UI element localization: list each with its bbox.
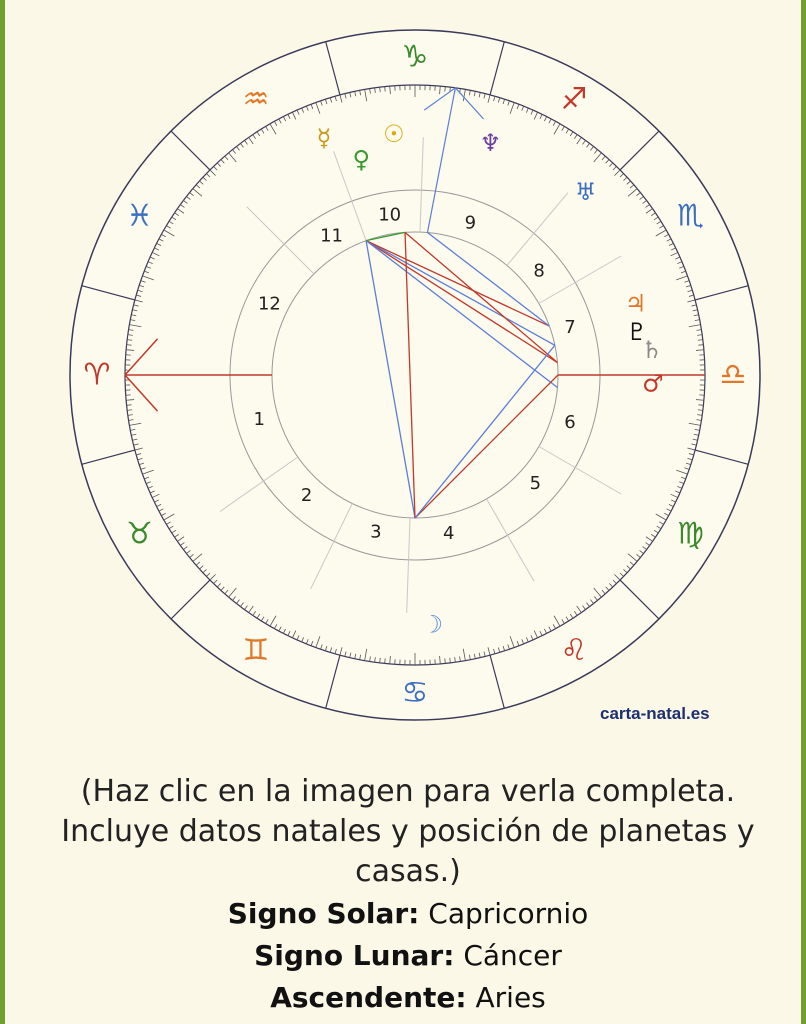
degree-tick xyxy=(385,658,386,663)
jupiter-planet-icon: ♃ xyxy=(624,289,647,318)
sun-sign-value: Capricornio xyxy=(419,897,589,930)
degree-tick xyxy=(385,87,386,92)
aquarius-sign-icon: ♒ xyxy=(242,82,270,118)
uranus-planet-icon: ♅ xyxy=(574,178,597,207)
capricorn-sign-icon: ♑ xyxy=(401,39,429,75)
degree-tick xyxy=(445,658,446,663)
house-number-4: 4 xyxy=(442,522,455,544)
ascendant-row xyxy=(5,981,806,1014)
house-number-11: 11 xyxy=(320,225,344,247)
mars-planet-icon: ♂ xyxy=(642,369,664,398)
sun-planet-icon: ☉ xyxy=(383,119,405,148)
virgo-sign-icon: ♍ xyxy=(676,516,704,552)
house-number-7: 7 xyxy=(564,317,576,339)
moon-sign-value: Cáncer xyxy=(454,939,562,972)
degree-tick xyxy=(127,405,132,406)
house-number-8: 8 xyxy=(533,260,545,282)
pluto-planet-icon: ♇ xyxy=(626,317,648,346)
house-number-1: 1 xyxy=(253,409,266,431)
aries-sign-icon: ♈ xyxy=(83,357,111,393)
natal-chart-wheel[interactable] xyxy=(5,0,806,735)
house-number-12: 12 xyxy=(257,293,281,315)
saturn-planet-icon: ♄ xyxy=(640,336,663,365)
natal-chart-svg[interactable] xyxy=(5,0,806,735)
mercury-planet-icon: ☿ xyxy=(316,123,332,152)
credit-link[interactable]: carta-natal.es xyxy=(600,704,710,723)
moon-planet-icon: ☽ xyxy=(421,610,444,639)
degree-tick xyxy=(445,87,446,92)
libra-sign-icon: ♎ xyxy=(719,357,747,393)
pisces-sign-icon: ♓ xyxy=(126,198,154,234)
scorpio-sign-icon: ♏ xyxy=(676,198,704,234)
house-number-3: 3 xyxy=(370,521,382,543)
sun-sign-row xyxy=(5,897,806,930)
degree-tick xyxy=(698,345,703,346)
house-number-5: 5 xyxy=(529,472,542,494)
ascendant-label: Ascendente: xyxy=(270,981,467,1014)
house-ring-inner xyxy=(272,232,558,518)
venus-planet-icon: ♀ xyxy=(352,145,371,174)
gemini-sign-icon: ♊ xyxy=(242,632,270,668)
cancer-sign-icon: ♋ xyxy=(401,675,429,711)
house-number-10: 10 xyxy=(378,204,402,226)
moon-sign-label: Signo Lunar: xyxy=(254,939,455,972)
house-number-6: 6 xyxy=(564,411,576,433)
leo-sign-icon: ♌ xyxy=(560,632,588,668)
neptune-planet-icon: ♆ xyxy=(479,128,502,157)
taurus-sign-icon: ♉ xyxy=(126,516,154,552)
degree-tick xyxy=(698,405,703,406)
house-number-9: 9 xyxy=(464,212,477,234)
sagittarius-sign-icon: ♐ xyxy=(560,82,588,118)
ascendant-value: Aries xyxy=(466,981,546,1014)
house-number-2: 2 xyxy=(300,484,313,506)
chart-caption: (Haz clic en la imagen para verla completa. Incluye datos natales y posición de planetas y casas.) xyxy=(61,774,755,889)
page-frame xyxy=(5,0,801,1024)
sun-sign-label: Signo Solar: xyxy=(227,897,420,930)
degree-tick xyxy=(127,345,132,346)
moon-sign-row xyxy=(5,939,806,972)
